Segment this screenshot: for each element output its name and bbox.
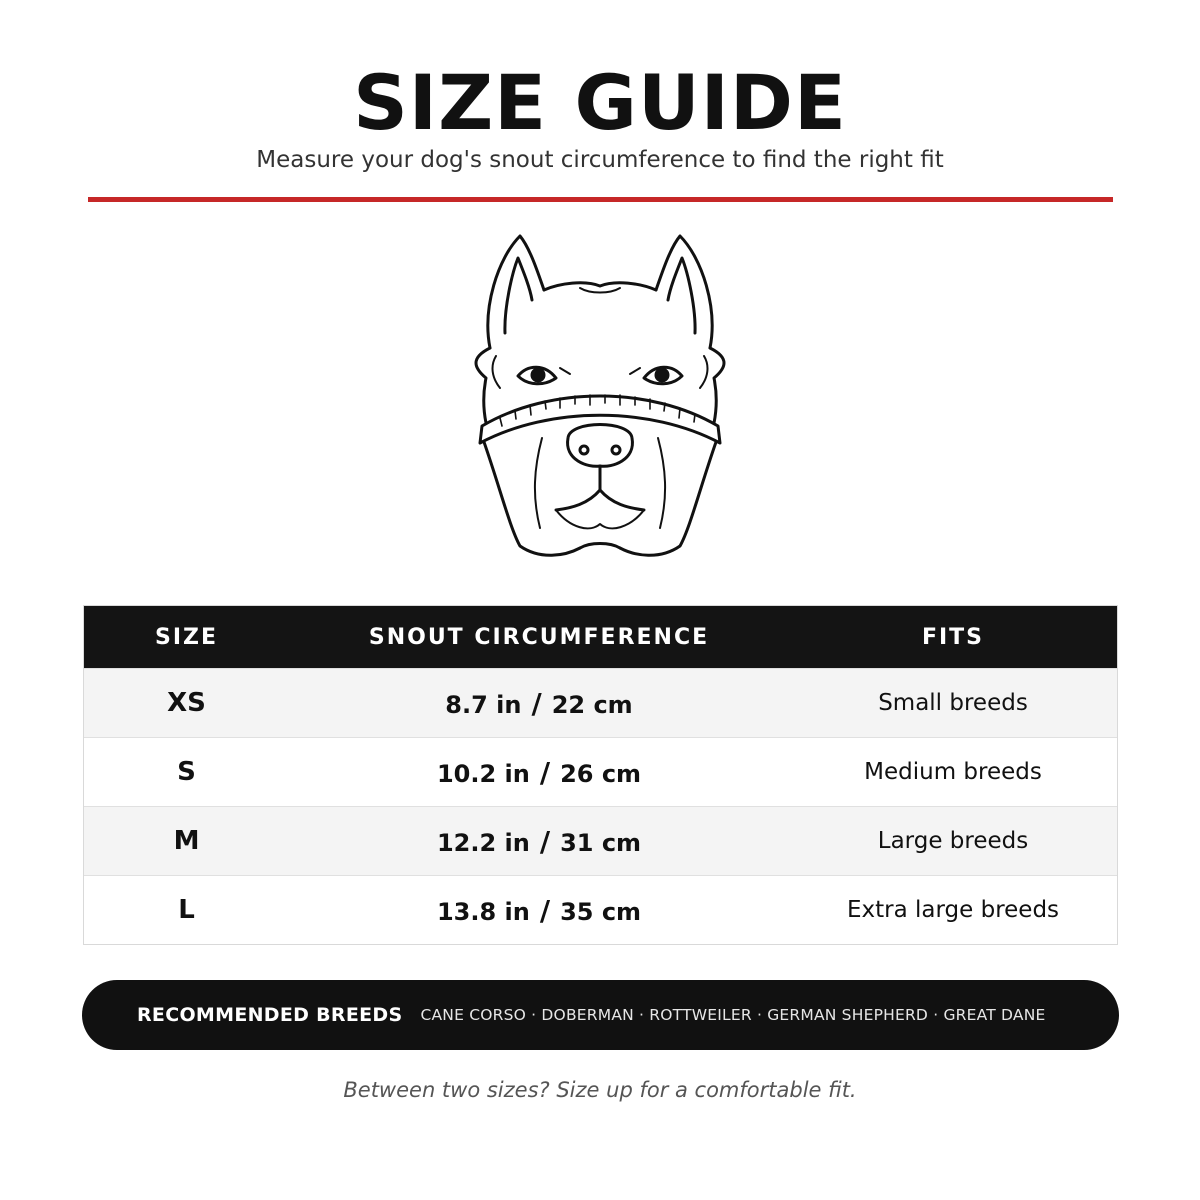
breeds-label: RECOMMENDED BREEDS [137,1004,403,1026]
recommended-breeds-banner [82,980,1119,1050]
fits-cell: Extra large breeds [846,897,1060,923]
fits-cell: Small breeds [878,690,1028,716]
inches-value: 10.2 in [436,759,530,788]
column-header-fits: FITS [921,624,985,650]
column-header-size: SIZE [154,624,218,650]
size-cell: M [173,826,200,856]
cm-value: 22 cm [551,690,633,719]
snout-cell: 8.7 in / 22 cm [445,686,633,720]
breeds-list: CANE CORSO · DOBERMAN · ROTTWEILER · GERMAN SHEPHERD · GREAT DANE [420,1006,1046,1024]
size-cell: S [177,757,196,787]
footnote: Between two sizes? Size up for a comfortable fit. [343,1078,857,1102]
cm-value: 26 cm [560,759,642,788]
inches-value: 13.8 in [436,897,530,926]
size-cell: L [178,895,195,925]
cm-value: 31 cm [560,828,642,857]
snout-cell: 12.2 in / 31 cm [436,824,642,858]
dog-head-with-measuring-tape-icon [460,228,740,568]
table-row [84,806,1117,875]
size-table [83,605,1118,945]
fits-cell: Medium breeds [864,759,1042,785]
fits-cell: Large breeds [877,828,1029,854]
table-row [84,668,1117,737]
table-row [84,875,1117,944]
inches-value: 8.7 in [445,690,522,719]
table-row [84,737,1117,806]
page-title: SIZE GUIDE [353,58,847,147]
cm-value: 35 cm [560,897,642,926]
column-header-snout: SNOUT CIRCUMFERENCE [368,624,710,650]
page-subtitle: Measure your dog's snout circumference to find the right fit [256,147,944,173]
size-cell: XS [167,688,206,718]
accent-divider [88,197,1113,202]
inches-value: 12.2 in [436,828,530,857]
snout-cell: 13.8 in / 35 cm [436,893,642,927]
snout-cell: 10.2 in / 26 cm [436,755,642,789]
table-header [84,606,1117,668]
